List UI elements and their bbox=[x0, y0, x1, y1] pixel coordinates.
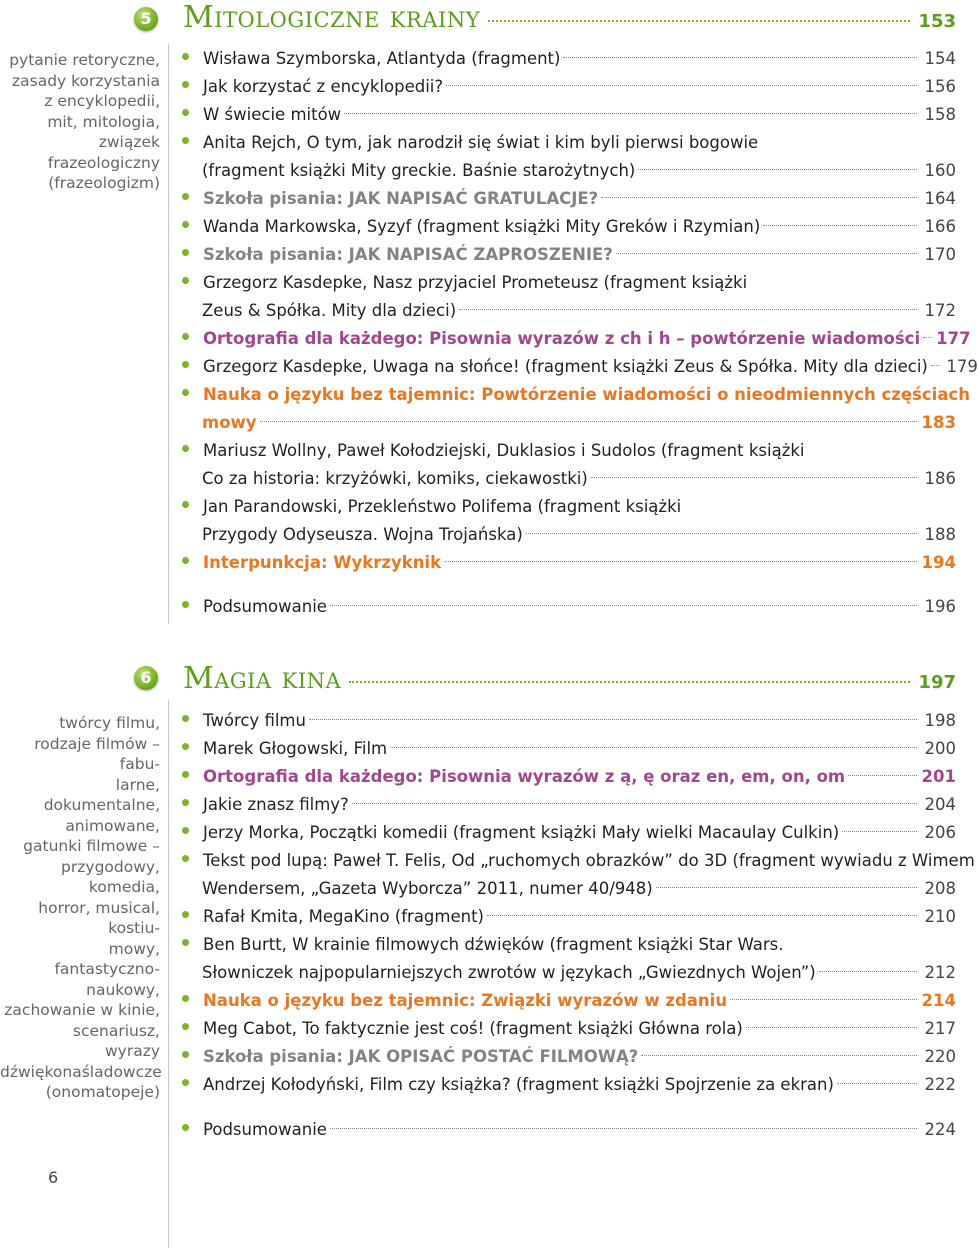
toc-entry-line bbox=[182, 101, 956, 129]
dot-leader bbox=[638, 169, 917, 170]
dot-leader bbox=[746, 1027, 917, 1028]
toc-entry-page: 160 bbox=[924, 161, 956, 180]
toc-entry[interactable] bbox=[182, 241, 956, 269]
toc-entry-line bbox=[182, 763, 956, 791]
toc-entry-line bbox=[182, 1043, 956, 1071]
toc-entry-page: 186 bbox=[924, 469, 956, 488]
toc-entry-line bbox=[182, 1116, 956, 1144]
toc-entry[interactable] bbox=[182, 903, 956, 931]
dot-leader bbox=[459, 309, 917, 310]
dot-leader bbox=[848, 775, 916, 776]
toc-entry-title: (fragment książki Mity greckie. Baśnie starożytnych) bbox=[202, 161, 636, 180]
toc-entry-line bbox=[182, 129, 956, 157]
bullet-icon bbox=[182, 109, 189, 116]
toc-entry-title: Słowniczek najpopularniejszych zwrotów w językach „Gwiezdnych Wojen”) bbox=[202, 963, 816, 982]
dot-leader bbox=[616, 253, 917, 254]
bullet-icon bbox=[182, 333, 189, 340]
toc-entry-title: Ortografia dla każdego: Pisownia wyrazów z ch i h – powtórzenie wiadomości bbox=[203, 329, 921, 348]
keyword-line: naukowy, bbox=[86, 980, 160, 999]
toc-entry[interactable] bbox=[182, 931, 956, 987]
bullet-icon bbox=[182, 715, 189, 722]
toc-entry-line bbox=[182, 381, 970, 409]
dot-leader bbox=[446, 85, 917, 86]
section-number-badge: 6 bbox=[134, 666, 158, 690]
toc-entry[interactable] bbox=[182, 185, 956, 213]
toc-entry-title: Szkoła pisania: JAK NAPISAĆ ZAPROSZENIE? bbox=[203, 245, 613, 264]
toc-entry-title: Jakie znasz filmy? bbox=[203, 795, 349, 814]
toc-entry-title: Grzegorz Kasdepke, Uwaga na słońce! (fragment książki Zeus & Spółka. Mity dla dzieci) bbox=[203, 357, 928, 376]
toc-entry-line bbox=[182, 157, 956, 185]
bullet-icon bbox=[182, 445, 189, 452]
toc-entry-line bbox=[182, 593, 956, 621]
toc-entry-line bbox=[182, 437, 956, 465]
toc-entry-title: Szkoła pisania: JAK OPISAĆ POSTAĆ FILMOWĄ? bbox=[203, 1047, 639, 1066]
dot-leader bbox=[352, 803, 917, 804]
toc-entry-title: Jerzy Morka, Początki komedii (fragment książki Mały wielki Macaulay Culkin) bbox=[203, 823, 840, 842]
chapter-keywords bbox=[0, 713, 160, 1103]
toc-entry[interactable] bbox=[182, 353, 978, 381]
toc-entry-line bbox=[182, 269, 956, 297]
toc-entry-title: Anita Rejch, O tym, jak narodził się świat i kim byli pierwsi bogowie bbox=[203, 133, 759, 152]
keyword-line: horror, musical, kostiu- bbox=[38, 898, 160, 937]
keyword-line: (frazeologizm) bbox=[48, 174, 160, 192]
bullet-icon bbox=[182, 601, 189, 608]
toc-entry-title: Zeus & Spółka. Mity dla dzieci) bbox=[202, 301, 457, 320]
toc-entry-line bbox=[182, 1015, 956, 1043]
toc-entry-page: 196 bbox=[924, 597, 956, 616]
toc-entry-title: Twórcy filmu bbox=[203, 711, 306, 730]
toc-entry[interactable] bbox=[182, 707, 956, 735]
toc-entry-title: Jak korzystać z encyklopedii? bbox=[203, 77, 444, 96]
keyword-line: zasady korzystania bbox=[11, 71, 160, 90]
toc-entry-title: Mariusz Wollny, Paweł Kołodziejski, Duklasios i Sudolos (fragment książki bbox=[203, 441, 805, 460]
toc-entry-title: Przygody Odyseusza. Wojna Trojańska) bbox=[202, 525, 523, 544]
toc-entry-page: 154 bbox=[924, 49, 956, 68]
toc-entry-line bbox=[182, 465, 956, 493]
toc-entry-title: Wendersem, „Gazeta Wyborcza” 2011, numer 40/948) bbox=[202, 879, 653, 898]
toc-entry-line bbox=[182, 875, 956, 903]
keyword-line: związek frazeologiczny bbox=[47, 133, 160, 172]
dot-leader bbox=[923, 337, 931, 338]
keyword-line: twórcy filmu, bbox=[59, 714, 160, 732]
dot-leader bbox=[563, 57, 917, 58]
toc-entry-line bbox=[182, 549, 956, 577]
toc-entry-page: 179 bbox=[946, 357, 978, 376]
toc-entry-title: Andrzej Kołodyński, Film czy książka? (fragment książki Spojrzenie za ekran) bbox=[203, 1075, 834, 1094]
toc-entry-title: Tekst pod lupą: Paweł T. Felis, Od „ruchomych obrazków” do 3D (fragment wywiadu z Wimem bbox=[203, 851, 975, 870]
dot-leader bbox=[390, 747, 917, 748]
toc-entry-page: 210 bbox=[924, 907, 956, 926]
toc-entry-page: 172 bbox=[924, 301, 956, 320]
bullet-icon bbox=[182, 53, 189, 60]
dot-leader bbox=[837, 1083, 917, 1084]
toc-entry-page: 222 bbox=[924, 1075, 956, 1094]
toc-entry-page: 198 bbox=[924, 711, 956, 730]
toc-entry-page: 194 bbox=[921, 553, 956, 572]
keyword-line: rodzaje filmów – fabu- bbox=[34, 734, 160, 773]
toc-entry-page: 183 bbox=[921, 413, 956, 432]
keyword-line: z encyklopedii, bbox=[44, 92, 160, 110]
section-5-divider bbox=[168, 44, 169, 624]
keyword-line: dźwiękonaśladowcze bbox=[0, 1062, 162, 1081]
toc-entry-line bbox=[182, 213, 956, 241]
toc-entry-line bbox=[182, 353, 978, 381]
toc-entry-page: 158 bbox=[924, 105, 956, 124]
toc-entry[interactable] bbox=[182, 987, 956, 1015]
keyword-line: (onomatopeje) bbox=[45, 1083, 160, 1101]
toc-entry-page: 166 bbox=[924, 217, 956, 236]
toc-entry-title: Interpunkcja: Wykrzyknik bbox=[203, 553, 442, 572]
chapter-keywords bbox=[0, 50, 160, 194]
bullet-icon bbox=[182, 193, 189, 200]
chapter-page: 153 bbox=[918, 11, 956, 32]
dot-leader bbox=[349, 681, 910, 683]
bullet-icon bbox=[182, 1079, 189, 1086]
toc-entry-page: 206 bbox=[924, 823, 956, 842]
toc-entry[interactable] bbox=[182, 129, 956, 185]
dot-leader bbox=[260, 421, 917, 422]
dot-leader bbox=[601, 197, 917, 198]
dot-leader bbox=[656, 887, 917, 888]
toc-entry-title: Wisława Szymborska, Atlantyda (fragment) bbox=[203, 49, 561, 68]
keyword-line: larne, dokumentalne, bbox=[43, 775, 160, 814]
chapter-title: Mitologiczne krainy bbox=[183, 0, 481, 35]
toc-entry-line bbox=[182, 735, 956, 763]
bullet-icon bbox=[182, 827, 189, 834]
dot-leader bbox=[842, 831, 917, 832]
bullet-icon bbox=[182, 995, 189, 1002]
dot-leader bbox=[487, 915, 917, 916]
bullet-icon bbox=[182, 137, 189, 144]
dot-leader bbox=[330, 605, 917, 606]
keyword-line: przygodowy, komedia, bbox=[61, 857, 160, 896]
toc-entry[interactable] bbox=[182, 269, 956, 325]
toc-entry-line bbox=[182, 325, 971, 353]
toc-entry-line bbox=[182, 521, 956, 549]
bullet-icon bbox=[182, 1051, 189, 1058]
bullet-icon bbox=[182, 743, 189, 750]
toc-entry-title: W świecie mitów bbox=[203, 105, 342, 124]
toc-entry-line bbox=[182, 185, 956, 213]
toc-entry-page: 220 bbox=[924, 1047, 956, 1066]
toc-entry[interactable] bbox=[182, 381, 970, 437]
toc-entry[interactable] bbox=[182, 1071, 956, 1099]
toc-entry-title: Ortografia dla każdego: Pisownia wyrazów z ą, ę oraz en, em, on, om bbox=[203, 767, 846, 786]
toc-entry[interactable] bbox=[182, 45, 956, 73]
toc-entry-title: Co za historia: krzyżówki, komiks, ciekawostki) bbox=[202, 469, 588, 488]
bullet-icon bbox=[182, 1124, 189, 1131]
bullet-icon bbox=[182, 277, 189, 284]
toc-entry-page: 208 bbox=[924, 879, 956, 898]
toc-entry-page: 170 bbox=[924, 245, 956, 264]
bullet-icon bbox=[182, 799, 189, 806]
toc-entry[interactable] bbox=[182, 493, 956, 549]
toc-entry-title: Podsumowanie bbox=[203, 597, 327, 616]
dot-leader bbox=[309, 719, 917, 720]
dot-leader bbox=[931, 365, 939, 366]
toc-entry[interactable] bbox=[182, 735, 956, 763]
bullet-icon bbox=[182, 81, 189, 88]
toc-entry-line bbox=[182, 409, 956, 437]
keyword-line: pytanie retoryczne, bbox=[9, 51, 160, 69]
keyword-line: gatunki filmowe – bbox=[23, 837, 160, 855]
toc-entry-title: Nauka o języku bez tajemnic: Powtórzenie wiadomości o nieodmiennych częściach bbox=[203, 385, 970, 404]
toc-entry-page: 201 bbox=[921, 767, 956, 786]
bullet-icon bbox=[182, 389, 189, 396]
dot-leader bbox=[526, 533, 917, 534]
toc-entry-line bbox=[182, 493, 956, 521]
bullet-icon bbox=[182, 771, 189, 778]
toc-entry[interactable] bbox=[182, 1116, 956, 1144]
chapter-title: Magia kina bbox=[183, 661, 342, 696]
bullet-icon bbox=[182, 249, 189, 256]
dot-leader bbox=[488, 20, 910, 22]
toc-entry-line bbox=[182, 707, 956, 735]
toc-entry-line bbox=[182, 45, 956, 73]
toc-entry-title: Szkoła pisania: JAK NAPISAĆ GRATULACJE? bbox=[203, 189, 599, 208]
toc-entry-title: Grzegorz Kasdepke, Nasz przyjaciel Prometeusz (fragment książki bbox=[203, 273, 748, 292]
toc-entry-line bbox=[182, 241, 956, 269]
chapter-page: 197 bbox=[918, 672, 956, 693]
dot-leader bbox=[730, 999, 916, 1000]
toc-entry-title: Nauka o języku bez tajemnic: Związki wyrazów w zdaniu bbox=[203, 991, 728, 1010]
toc-entry[interactable] bbox=[182, 819, 956, 847]
dot-leader bbox=[591, 477, 917, 478]
bullet-icon bbox=[182, 361, 189, 368]
toc-entry-page: 177 bbox=[936, 329, 971, 348]
toc-entry-title: Marek Głogowski, Film bbox=[203, 739, 388, 758]
section-number-badge: 5 bbox=[134, 7, 158, 31]
chapter-heading[interactable] bbox=[183, 0, 956, 35]
toc-entry[interactable] bbox=[182, 1015, 956, 1043]
toc-entry[interactable] bbox=[182, 593, 956, 621]
toc-entry-line bbox=[182, 959, 956, 987]
chapter-heading[interactable] bbox=[183, 661, 956, 696]
toc-entry-line bbox=[182, 73, 956, 101]
toc-entry-title: Jan Parandowski, Przekleństwo Polifema (fragment książki bbox=[203, 497, 682, 516]
toc-entry[interactable] bbox=[182, 549, 956, 577]
toc-entry[interactable] bbox=[182, 325, 971, 353]
toc-entry-line bbox=[182, 791, 956, 819]
dot-leader bbox=[344, 113, 917, 114]
keyword-line: zachowanie w kinie, bbox=[4, 1001, 160, 1019]
section-6-divider bbox=[168, 700, 169, 1248]
bullet-icon bbox=[182, 855, 189, 862]
bullet-icon bbox=[182, 939, 189, 946]
keyword-line: scenariusz, bbox=[72, 1021, 160, 1040]
toc-entry[interactable] bbox=[182, 1043, 956, 1071]
toc-entry[interactable] bbox=[182, 101, 956, 129]
toc-entry-title: Podsumowanie bbox=[203, 1120, 327, 1139]
toc-entry-page: 217 bbox=[924, 1019, 956, 1038]
toc-entry-line bbox=[182, 297, 956, 325]
dot-leader bbox=[819, 971, 917, 972]
toc-entry[interactable] bbox=[182, 791, 956, 819]
toc-entry-page: 224 bbox=[924, 1120, 956, 1139]
bullet-icon bbox=[182, 501, 189, 508]
toc-entry-page: 200 bbox=[924, 739, 956, 758]
toc-entry[interactable] bbox=[182, 763, 956, 791]
toc-entry-page: 204 bbox=[924, 795, 956, 814]
toc-entry-line bbox=[182, 903, 956, 931]
toc-entry-line bbox=[182, 931, 956, 959]
dot-leader bbox=[763, 225, 917, 226]
toc-entry-title: Rafał Kmita, MegaKino (fragment) bbox=[203, 907, 484, 926]
dot-leader bbox=[444, 561, 916, 562]
page-number: 6 bbox=[48, 1168, 59, 1187]
toc-entry[interactable] bbox=[182, 847, 975, 903]
toc-entry[interactable] bbox=[182, 73, 956, 101]
toc-entry-title: Ben Burtt, W krainie filmowych dźwięków (fragment książki Star Wars. bbox=[203, 935, 784, 954]
toc-entry-title: Wanda Markowska, Syzyf (fragment książki Mity Greków i Rzymian) bbox=[203, 217, 761, 236]
bullet-icon bbox=[182, 911, 189, 918]
toc-entry-line bbox=[182, 987, 956, 1015]
toc-entry-page: 214 bbox=[921, 991, 956, 1010]
bullet-icon bbox=[182, 221, 189, 228]
toc-entry[interactable] bbox=[182, 437, 956, 493]
keyword-line: wyrazy bbox=[104, 1042, 160, 1060]
toc-entry-title: Meg Cabot, To faktycznie jest coś! (fragment książki Główna rola) bbox=[203, 1019, 743, 1038]
toc-entry-page: 188 bbox=[924, 525, 956, 544]
dot-leader bbox=[330, 1128, 917, 1129]
dot-leader bbox=[641, 1055, 917, 1056]
toc-entry-line bbox=[182, 847, 975, 875]
toc-entry-line bbox=[182, 819, 956, 847]
bullet-icon bbox=[182, 1023, 189, 1030]
keyword-line: mit, mitologia, bbox=[47, 112, 160, 131]
keyword-line: animowane, bbox=[65, 816, 160, 835]
toc-entry[interactable] bbox=[182, 213, 956, 241]
toc-entry-line bbox=[182, 1071, 956, 1099]
toc-entry-title: mowy bbox=[202, 413, 257, 432]
toc-entry-page: 212 bbox=[924, 963, 956, 982]
toc-entry-page: 156 bbox=[924, 77, 956, 96]
keyword-line: mowy, fantastyczno- bbox=[54, 939, 160, 978]
bullet-icon bbox=[182, 557, 189, 564]
toc-entry-page: 164 bbox=[924, 189, 956, 208]
